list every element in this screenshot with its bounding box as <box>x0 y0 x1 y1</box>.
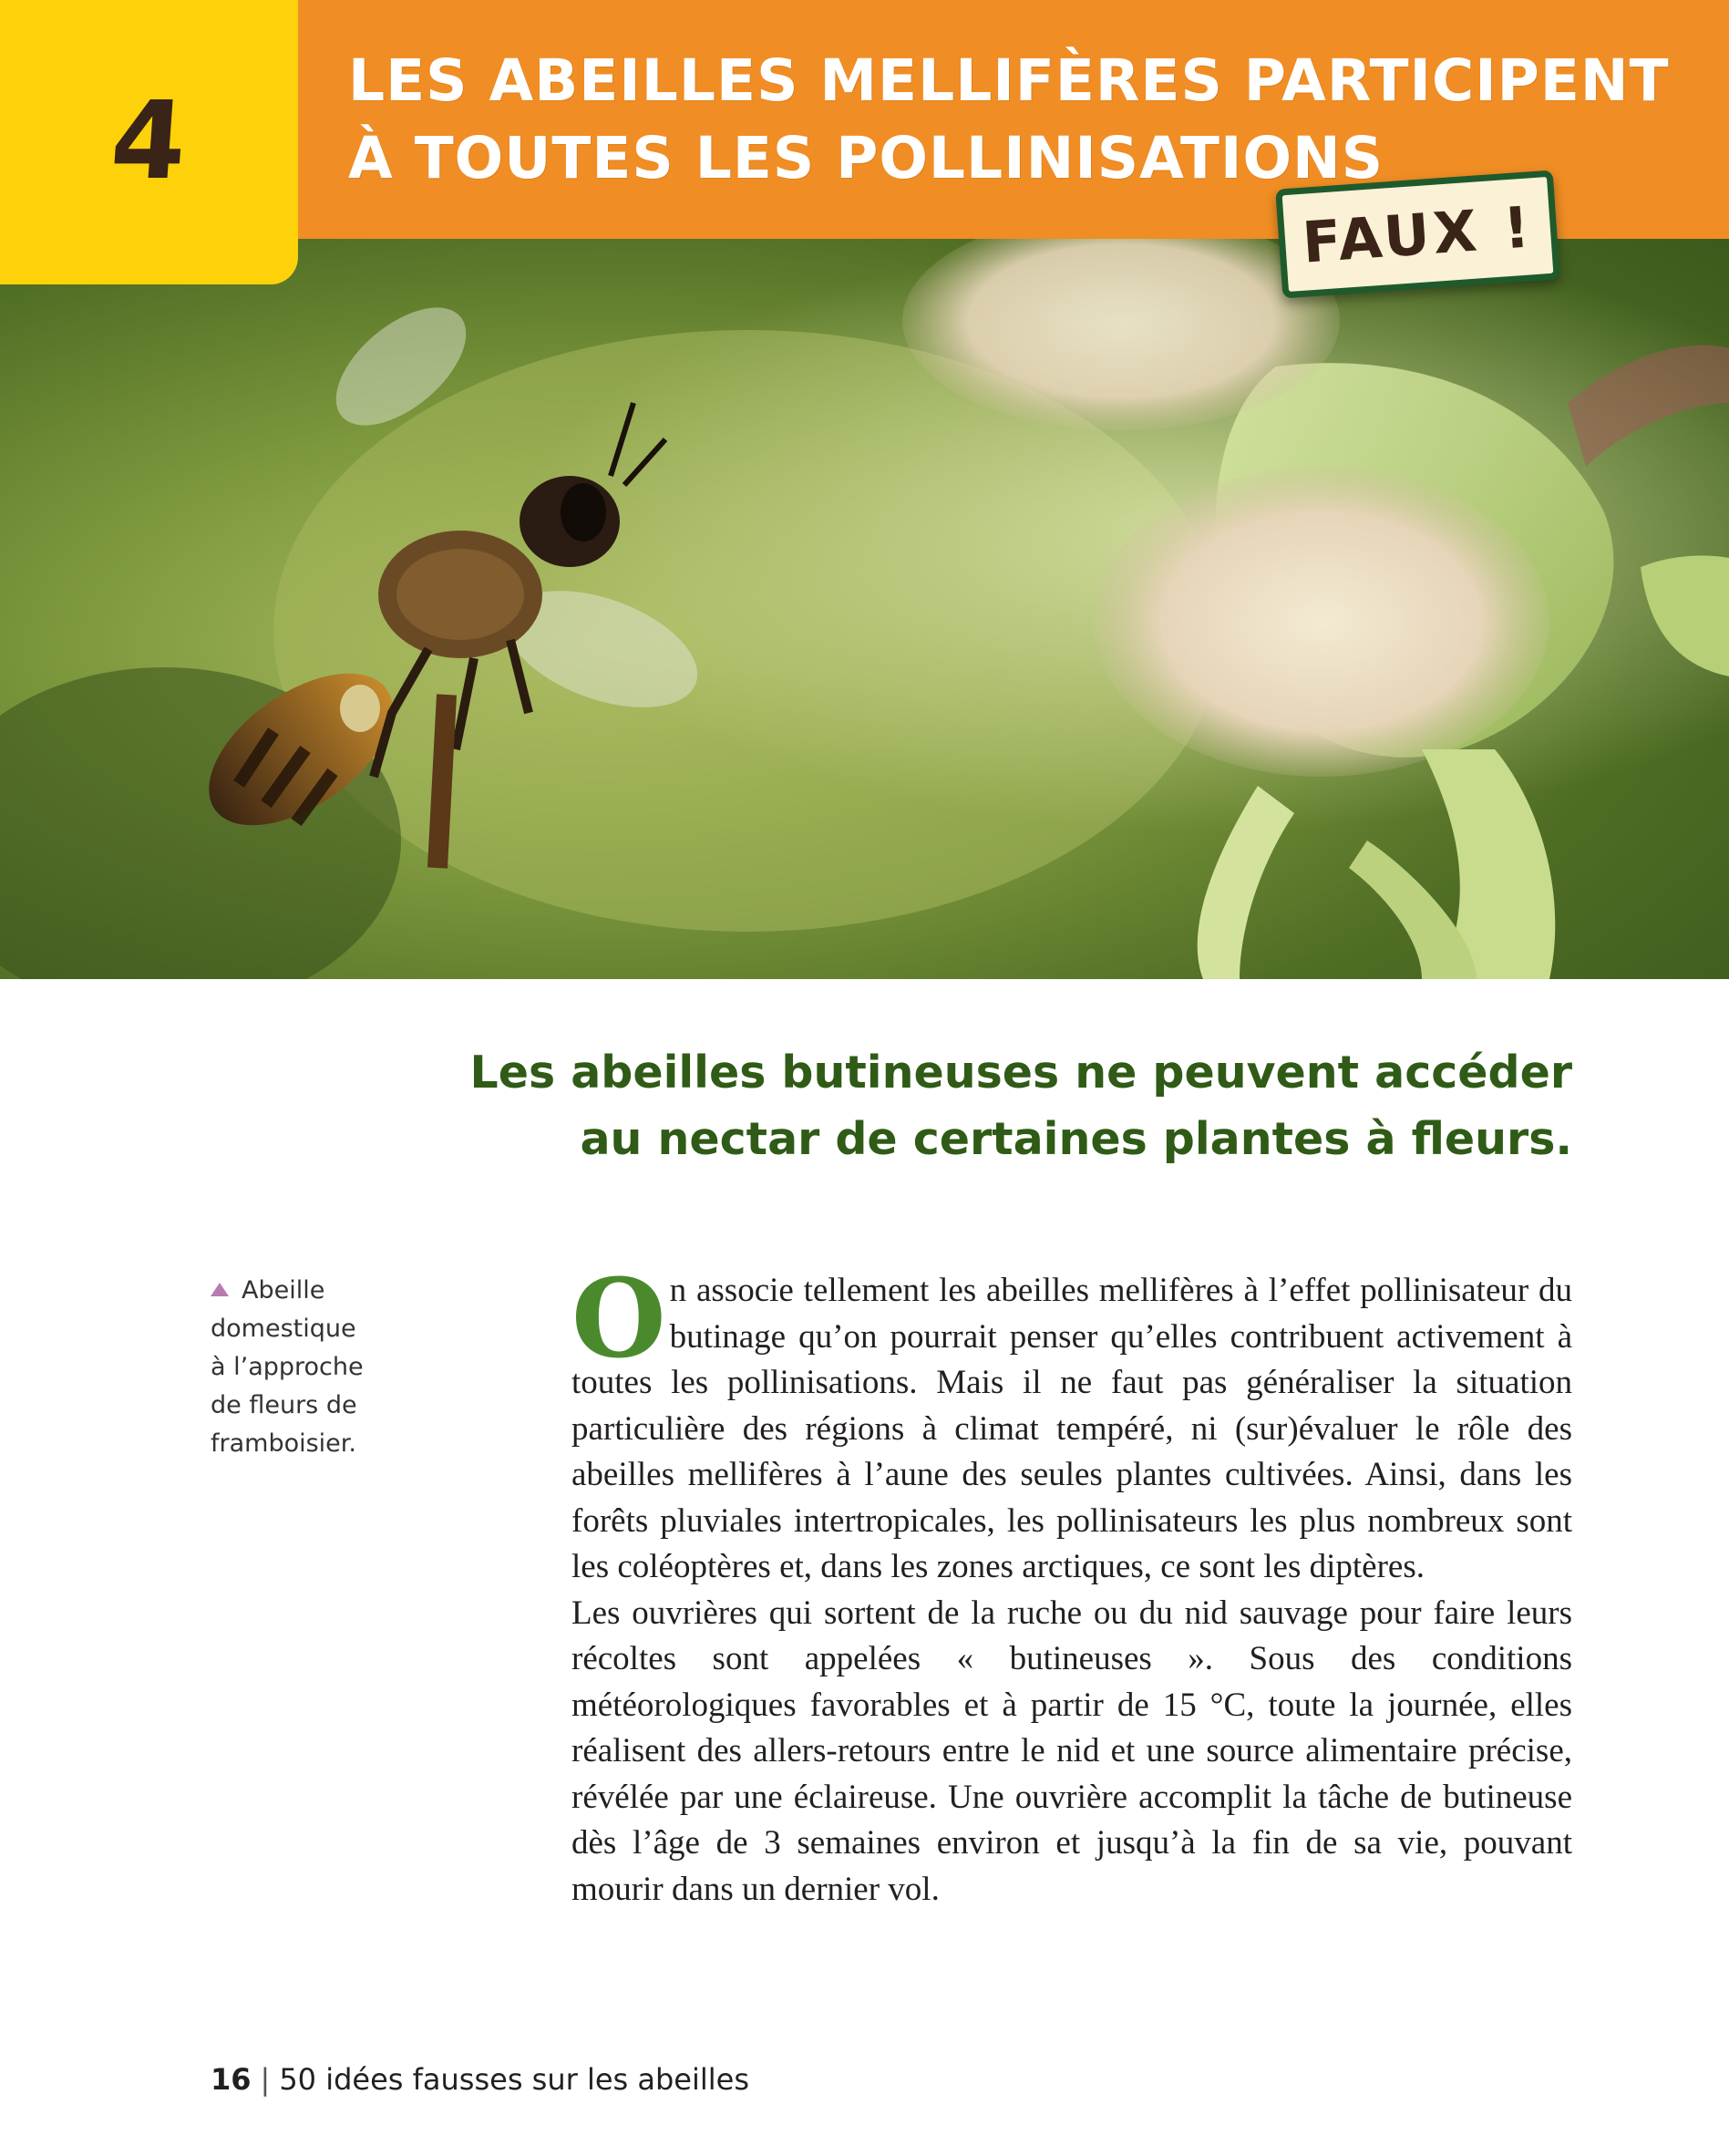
page-footer <box>211 2062 749 2097</box>
footer-separator: | <box>260 2062 271 2097</box>
caption-line-2: domestique <box>211 1315 356 1343</box>
paragraph-1-text: n associe tellement les abeilles mellifères à l’effet pollinisateur du butinage qu’on pourrait penser qu’elles contribuent activement à toutes les pollinisations. Mais il ne faut pas généraliser la situation particulière des régions à climat tempéré, ni (sur)évaluer le rôle des abeilles mellifères à l’aune des seules plantes cultivées. Ainsi, dans les forêts pluviales intertropicales, les pollinisateurs les plus nombreux sont les coléoptères et, dans les zones arctiques, ce sont les diptères. <box>571 1272 1572 1585</box>
caption-triangle-icon <box>211 1283 229 1296</box>
bee-flower-illustration <box>0 239 1729 979</box>
drop-cap: O <box>571 1255 666 1383</box>
chapter-number: 4 <box>107 77 191 203</box>
photo-caption <box>211 1272 402 1463</box>
paragraph-2: Les ouvrières qui sortent de la ruche ou du nid sauvage pour faire leurs récoltes sont appelées « butineuses ». Sous des conditions météorologiques favorables et à partir de 15 °C, toute la journée, elles réalisent des allers-retours entre le nid et une source alimentaire précise, révélée par une éclaireuse. Une ouvrière accomplit la tâche de butineuse dès l’âge de 3 semaines environ et jusqu’à la fin de sa vie, pouvant mourir dans un dernier vol. <box>571 1594 1572 1908</box>
book-title: 50 idées fausses sur les abeilles <box>279 2062 749 2097</box>
subheading-line-1: Les abeilles butineuses ne peuvent accéder <box>469 1047 1572 1099</box>
caption-line-4: de fleurs de <box>211 1391 357 1419</box>
title-line-1: LES ABEILLES MELLIFÈRES PARTICIPENT <box>348 47 1670 114</box>
subheading-line-2: au nectar de certaines plantes à fleurs. <box>580 1113 1572 1165</box>
caption-line-3: à l’approche <box>211 1353 364 1381</box>
verdict-stamp <box>1275 170 1560 299</box>
verdict-label: FAUX ! <box>1300 192 1536 276</box>
chapter-number-box <box>0 0 298 284</box>
page-title <box>348 42 1670 197</box>
caption-line-5: framboisier. <box>211 1429 356 1458</box>
paragraph-1 <box>571 1255 1572 1591</box>
bee-photo <box>0 239 1729 979</box>
title-line-2: À TOUTES LES POLLINISATIONS <box>348 125 1384 191</box>
article-body <box>571 1255 1572 1913</box>
page-number: 16 <box>211 2062 252 2097</box>
caption-line-1: Abeille <box>242 1276 325 1305</box>
subheading <box>470 1039 1572 1172</box>
